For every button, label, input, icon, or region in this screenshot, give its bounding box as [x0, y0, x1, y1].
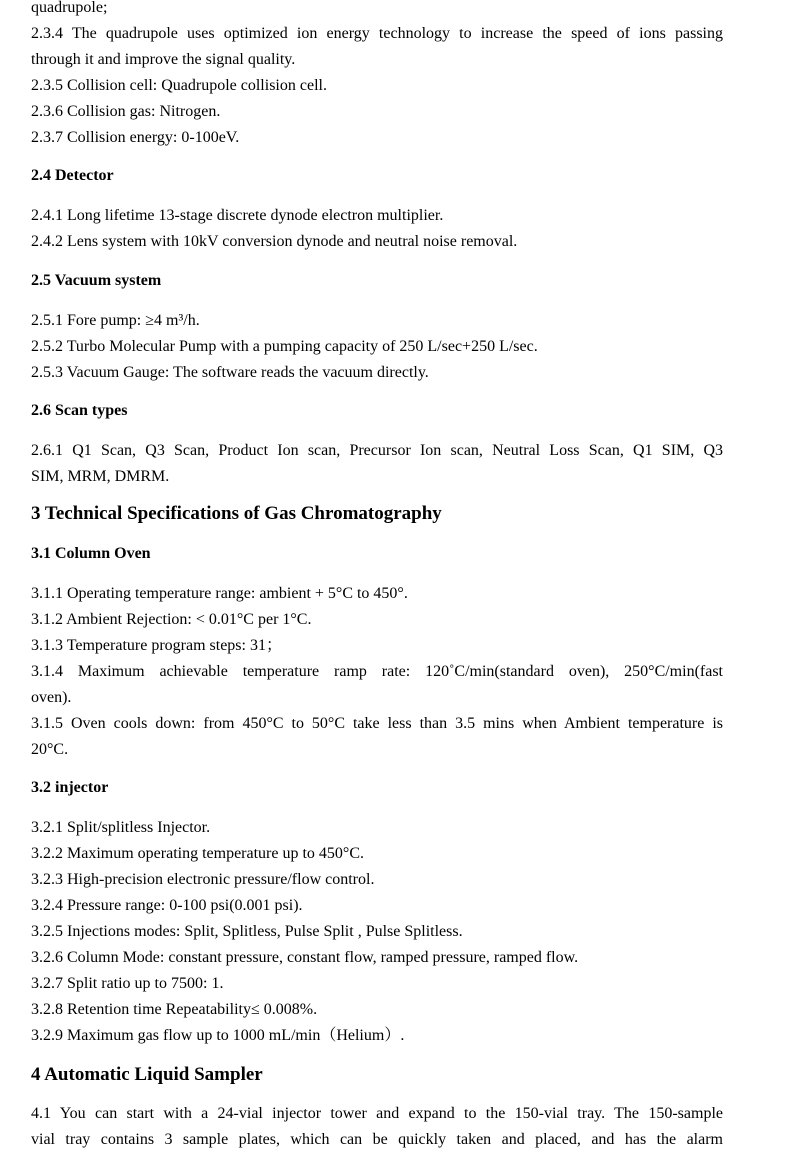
- text-line: 3.2.7 Split ratio up to 7500: 1.: [31, 975, 224, 992]
- text-line: 2.5.2 Turbo Molecular Pump with a pumping capacity of 250 L/sec+250 L/sec.: [31, 338, 538, 355]
- text-line: 3.1.4 Maximum achievable temperature ramp rate: 120˚C/min(standard oven), 250°C/min(fast: [31, 663, 723, 680]
- text-line: 3.2.2 Maximum operating temperature up to 450°C.: [31, 845, 364, 862]
- chapter-heading: 3 Technical Specifications of Gas Chromatography: [31, 503, 442, 524]
- section-heading: 2.5 Vacuum system: [31, 272, 162, 289]
- text-line: quadrupole;: [31, 0, 108, 16]
- text-line: vial tray contains 3 sample plates, which can be quickly taken and placed, and has the alarm: [31, 1131, 723, 1148]
- text-line: 3.2.8 Retention time Repeatability≤ 0.008%.: [31, 1001, 318, 1018]
- section-2-3-continued: [31, 0, 723, 151]
- text-line: 20°C.: [31, 741, 69, 758]
- text-line: 2.5.3 Vacuum Gauge: The software reads the vacuum directly.: [31, 364, 429, 381]
- section-2-6: [31, 398, 723, 490]
- section-3-1: [31, 541, 723, 763]
- section-2-4: [31, 163, 723, 255]
- text-line: 3.1.1 Operating temperature range: ambient + 5°C to 450°.: [31, 585, 408, 602]
- text-line: oven).: [31, 689, 72, 706]
- text-line: 2.6.1 Q1 Scan, Q3 Scan, Product Ion scan, Precursor Ion scan, Neutral Loss Scan, Q1 SIM, Q3: [31, 442, 723, 459]
- section-3: [31, 501, 723, 527]
- text-line: 4.1 You can start with a 24-vial injector tower and expand to the 150-vial tray. The 150-sample: [31, 1105, 723, 1122]
- section-4: [31, 1062, 723, 1153]
- text-line: 2.3.5 Collision cell: Quadrupole collision cell.: [31, 77, 327, 94]
- section-2-5: [31, 268, 723, 386]
- text-line: 2.3.6 Collision gas: Nitrogen.: [31, 103, 221, 120]
- text-line: through it and improve the signal quality.: [31, 51, 296, 68]
- text-line: 3.2.3 High-precision electronic pressure/flow control.: [31, 871, 375, 888]
- section-heading: 3.1 Column Oven: [31, 545, 151, 562]
- text-line: 3.2.6 Column Mode: constant pressure, constant flow, ramped pressure, ramped flow.: [31, 949, 579, 966]
- text-line: 2.3.4 The quadrupole uses optimized ion energy technology to increase the speed of ions passing: [31, 25, 723, 42]
- text-line: 3.2.4 Pressure range: 0-100 psi(0.001 psi).: [31, 897, 303, 914]
- text-line: 2.3.7 Collision energy: 0-100eV.: [31, 129, 240, 146]
- text-line: 2.4.2 Lens system with 10kV conversion dynode and neutral noise removal.: [31, 233, 518, 250]
- section-heading: 2.6 Scan types: [31, 402, 128, 419]
- text-line: SIM, MRM, DMRM.: [31, 468, 170, 485]
- text-line: 3.1.5 Oven cools down: from 450°C to 50°C take less than 3.5 mins when Ambient temperature is: [31, 715, 723, 732]
- text-line: 2.5.1 Fore pump: ≥4 m³/h.: [31, 312, 200, 329]
- chapter-heading: 4 Automatic Liquid Sampler: [31, 1064, 263, 1085]
- text-line: 3.2.1 Split/splitless Injector.: [31, 819, 211, 836]
- text-line: 3.2.9 Maximum gas flow up to 1000 mL/min（Helium）.: [31, 1027, 405, 1044]
- text-line: 3.2.5 Injections modes: Split, Splitless, Pulse Split , Pulse Splitless.: [31, 923, 463, 940]
- text-line: 3.1.3 Temperature program steps: 31；: [31, 637, 282, 654]
- text-line: 3.1.2 Ambient Rejection: < 0.01°C per 1°C.: [31, 611, 312, 628]
- section-heading: 3.2 injector: [31, 779, 109, 796]
- text-line: 2.4.1 Long lifetime 13-stage discrete dynode electron multiplier.: [31, 207, 444, 224]
- section-heading: 2.4 Detector: [31, 167, 114, 184]
- section-3-2: [31, 775, 723, 1049]
